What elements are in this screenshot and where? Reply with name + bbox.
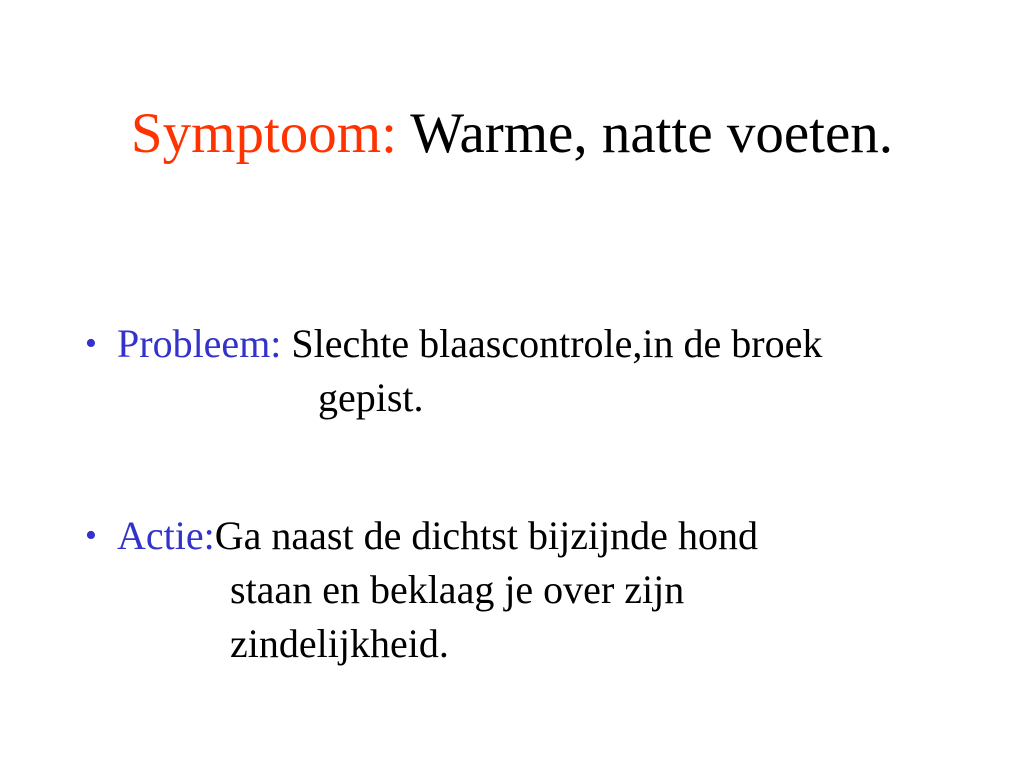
bullet-line — [117, 316, 822, 372]
bullet-line: zindelijkheid. — [230, 621, 449, 666]
bullet-line: staan en beklaag je over zijn — [230, 567, 685, 612]
bullet-actie — [0, 508, 1024, 678]
bullet-line: gepist. — [318, 375, 424, 420]
bullet-label: Probleem: — [117, 321, 282, 366]
bullet-text: Ga naast de dichtst bijzijnde hond — [214, 513, 758, 558]
bullet-line — [117, 508, 758, 564]
bullet-text: Slechte blaascontrole,in de broek — [291, 321, 823, 366]
bullet-probleem — [0, 316, 1024, 436]
bullet-marker: • — [85, 517, 97, 554]
bullet-marker: • — [85, 325, 97, 362]
title-label: Symptoom: — [130, 102, 397, 165]
slide-title — [0, 98, 1024, 170]
title-text: Warme, natte voeten. — [410, 102, 894, 165]
bullet-label: Actie: — [117, 513, 215, 558]
